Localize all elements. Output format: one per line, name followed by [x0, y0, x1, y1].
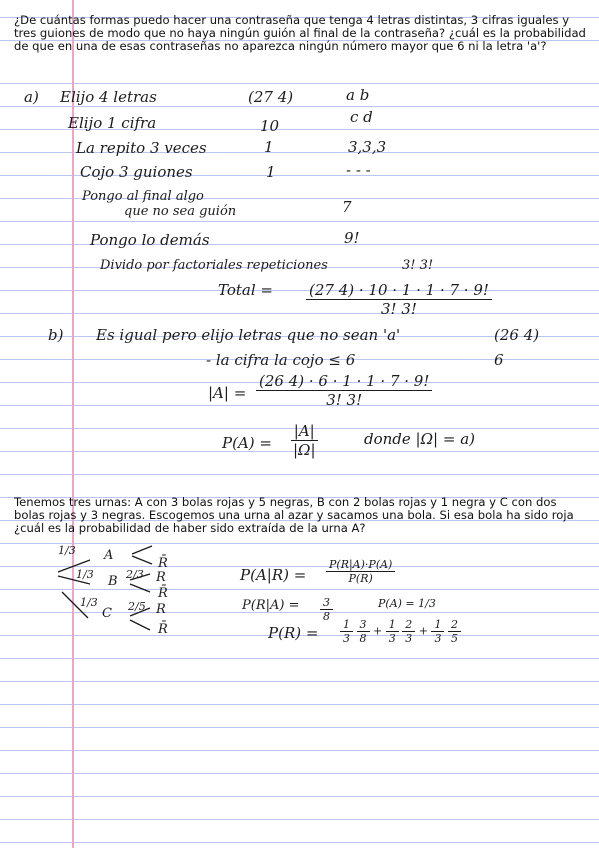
a-size-label: |A| =: [208, 384, 247, 402]
pr-expression: $\frac{1}{3}$ $\frac{3}{8}$ + $\frac{1}{3}$ $\frac{2}{3}$ + $\frac{1}{3}$ $\frac{2}{5}$: [340, 618, 461, 645]
outcome-not-red: R̄: [158, 622, 168, 637]
prob-denominator: |Ω|: [293, 441, 316, 459]
branch-prob-b: 1/3: [76, 568, 94, 581]
a-size-numerator: (26 4) · 6 · 1 · 1 · 7 · 9!: [256, 372, 432, 391]
row-text: Divido por factoriales repeticiones: [100, 258, 328, 273]
urn-a-label: A: [104, 548, 114, 563]
row-example: c d: [350, 108, 373, 126]
prob-fraction: [290, 422, 319, 459]
row-count: 9!: [344, 229, 360, 247]
branch-prob-c: 1/3: [80, 596, 98, 609]
outcome-red: R: [156, 602, 166, 617]
outcome-not-red: R̄: [158, 556, 168, 571]
row-text-2: que no sea guión: [124, 204, 237, 219]
pr-term: 2: [448, 618, 461, 632]
row-example: - - -: [346, 161, 371, 179]
part-b-line1: Es igual pero elijo letras que no sean 'a': [96, 326, 401, 344]
bayes-fraction: [326, 558, 395, 585]
row-text: Elijo 1 cifra: [68, 114, 157, 132]
pr-term: 5: [450, 632, 458, 645]
row-text: La repito 3 veces: [76, 139, 207, 157]
total-fraction: [306, 281, 492, 318]
row-count: (27 4): [248, 88, 294, 106]
pr-term: 1: [340, 618, 353, 632]
prob-label: P(A) =: [222, 434, 272, 452]
row-count: 3! 3!: [402, 258, 434, 273]
question-2: Tenemos tres urnas: A con 3 bolas rojas y 5 negras, B con 2 bolas rojas y 1 negra y C con dos bolas rojas y 3 negras. Escogemos una urna al azar y sacamos una bola. Si esa bola ha sido roja ¿cuál es la probabilidad de haber sido extraída de la urna A?: [14, 495, 574, 535]
tree-branch: [130, 620, 150, 630]
pr-term: 3: [434, 632, 442, 645]
row-count: 10: [260, 117, 280, 135]
pr-term: 1: [431, 618, 444, 632]
a-size-denominator: 3! 3!: [326, 391, 363, 409]
question-1: ¿De cuántas formas puedo hacer una contraseña que tenga 4 letras distintas, 3 cifras iguales y tres guiones de modo que no haya ningún guión al final de la contraseña? ¿cuál es la probabilidad de que en una de esas contraseñas no aparezca ningún número mayor que 6 ni la letra 'a'?: [14, 13, 586, 53]
pa-value: P(A) = 1/3: [378, 597, 436, 610]
row-count: 1: [264, 138, 274, 156]
pr-label: P(R) =: [268, 624, 319, 642]
row-example: a b: [346, 86, 370, 104]
urn-c-label: C: [102, 606, 112, 621]
pr-term: 3: [357, 618, 370, 632]
branch-prob-b-red: 2/3: [126, 568, 144, 581]
row-text: Cojo 3 guiones: [80, 163, 193, 181]
tree-branch: [130, 584, 150, 592]
part-b-line2-count: 6: [494, 351, 504, 369]
bayes-denominator: P(R): [348, 572, 373, 585]
part-a-label: a): [24, 88, 39, 106]
total-numerator: (27 4) · 10 · 1 · 1 · 7 · 9!: [306, 281, 492, 300]
row-count: 7: [342, 198, 352, 216]
branch-prob-a: 1/3: [58, 544, 76, 557]
pra-fraction: [320, 596, 333, 623]
outcome-red: R: [156, 570, 166, 585]
outcome-not-red: R̄: [158, 586, 168, 601]
pra-denominator: 8: [323, 610, 330, 623]
pr-term: 1: [386, 618, 399, 632]
row-text: Elijo 4 letras: [60, 88, 157, 106]
pr-term: 8: [359, 632, 367, 645]
urn-b-label: B: [108, 574, 118, 589]
part-b-label: b): [48, 326, 64, 344]
bayes-numerator: P(R|A)·P(A): [326, 558, 395, 572]
pra-label: P(R|A) =: [242, 598, 300, 613]
a-size-fraction: [256, 372, 432, 409]
pra-numerator: 3: [320, 596, 333, 610]
total-denominator: 3! 3!: [381, 300, 417, 318]
part-b-line2: - la cifra la cojo ≤ 6: [206, 351, 356, 369]
branch-prob-c-red: 2/5: [128, 600, 146, 613]
row-text: Pongo al final algo: [82, 189, 204, 204]
tree-branch: [132, 556, 152, 564]
tree-branch: [132, 546, 152, 554]
pr-term: 3: [405, 632, 413, 645]
pr-term: 3: [343, 632, 350, 645]
row-count: 1: [266, 163, 276, 181]
prob-where: donde |Ω| = a): [364, 430, 475, 448]
part-b-line1-count: (26 4): [494, 326, 540, 344]
pr-term: 2: [402, 618, 415, 632]
row-example: 3,3,3: [348, 138, 387, 156]
prob-numerator: |A|: [291, 422, 318, 441]
total-label: Total =: [218, 281, 273, 299]
row-text: Pongo lo demás: [90, 231, 210, 249]
bayes-left: P(A|R) =: [240, 566, 307, 584]
pr-term: 3: [388, 632, 396, 645]
